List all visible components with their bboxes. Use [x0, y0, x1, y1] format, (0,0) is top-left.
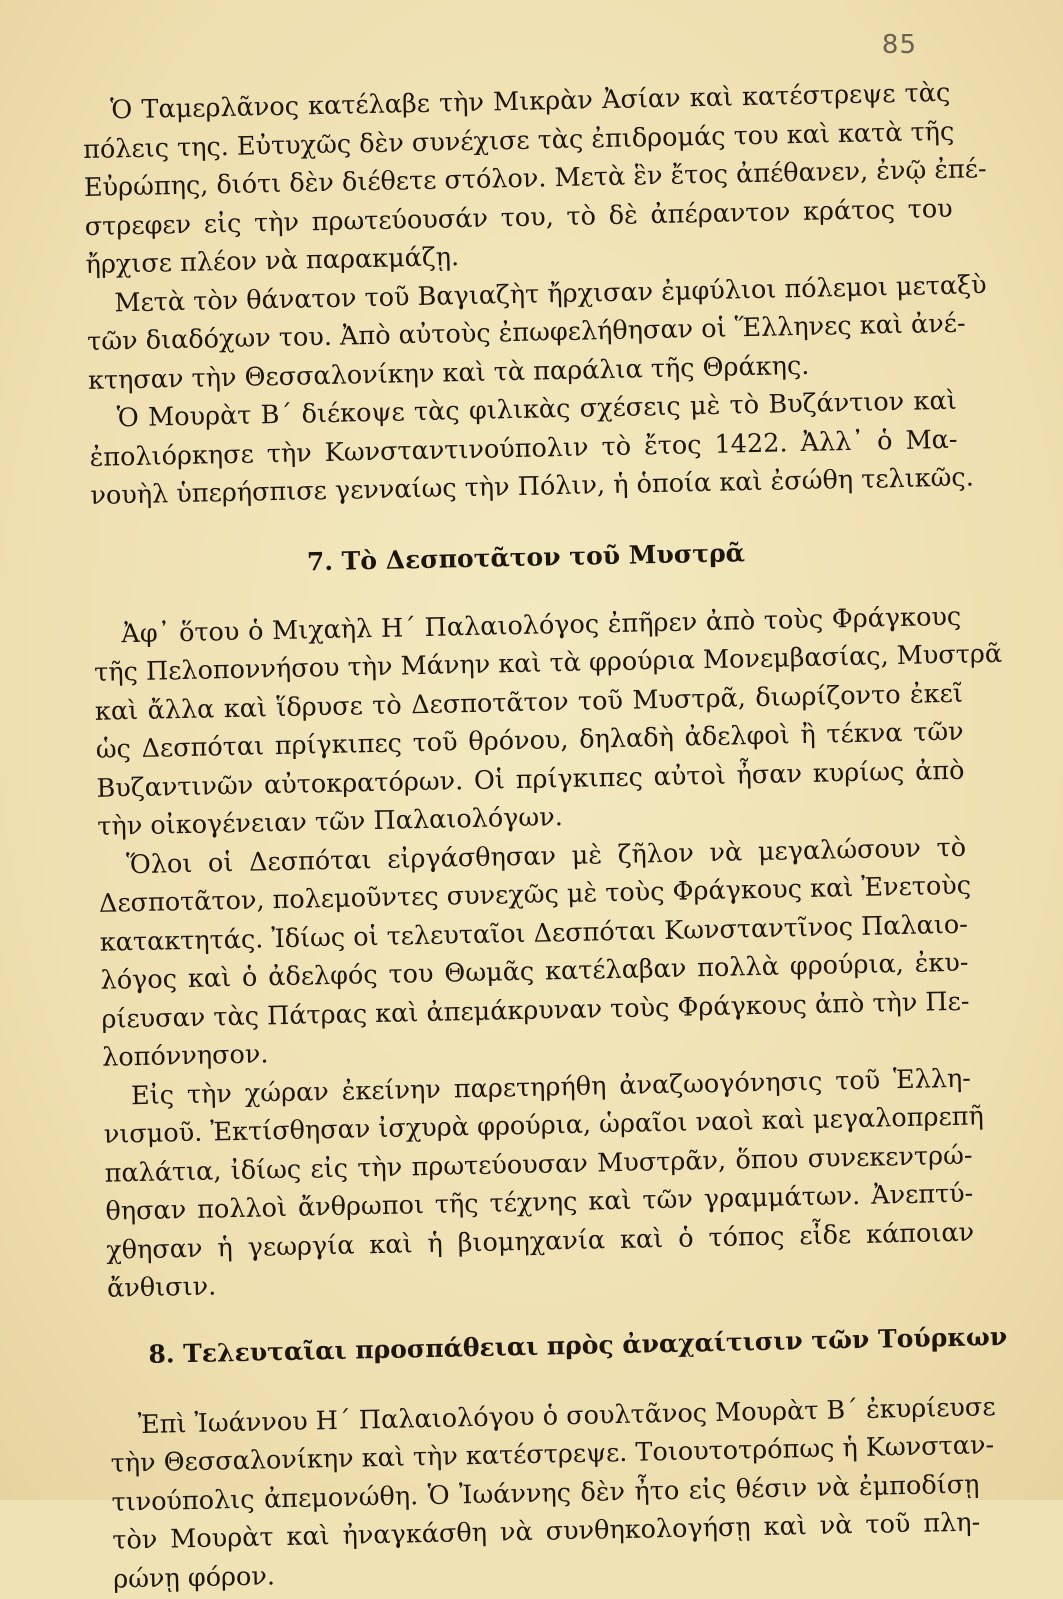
text-line: ὡς Δεσπόται πρίγκιπες τοῦ θρόνου, δηλαδὴ ἀδελφοὶ ἢ τέκνα τῶν — [95, 716, 964, 765]
text-line: κτησαν τὴν Θεσσαλονίκην καὶ τὰ παράλια τῆς Θράκης. — [87, 350, 810, 396]
text-line: Ἐπὶ Ἰωάννου Η΄ Παλαιολόγου ὁ σουλτᾶνος Μουρὰτ Β΄ ἐκυρίευσε — [137, 1391, 996, 1440]
text-line: Ἀφ᾿ ὅτου ὁ Μιχαὴλ Η΄ Παλαιολόγος ἐπῆρεν ἀπὸ τοὺς Φράγκους — [121, 601, 962, 649]
text-line: κατακτητάς. Ἰδίως οἱ τελευταῖοι Δεσπόται Κωνσταντῖνος Παλαιο- — [99, 909, 969, 958]
text-line: τὴν οἰκογένειαν τῶν Παλαιολόγων. — [97, 802, 564, 842]
text-line: τῆς Πελοποννήσου τὴν Μάνην καὶ τὰ φρούρια Μονεμβασίας, Μυστρᾶ — [93, 638, 1003, 688]
text-line: νισμοῦ. Ἐκτίσθησαν ἰσχυρὰ φρούρια, ὡραῖοι ναοὶ καὶ μεγαλοπρεπῆ — [103, 1101, 985, 1150]
text-line: ἐπολιόρκησε τὴν Κωνσταντινούπολιν τὸ ἔτος 1422. Ἀλλ᾿ ὁ Μα- — [89, 424, 958, 473]
text-line: παλάτια, ἰδίως εἰς τὴν πρωτεύουσαν Μυστρᾶν, ὅπου συνεκεντρώ- — [104, 1140, 973, 1189]
text-line: νουὴλ ὑπερήσπισε γενναίως τὴν Πόλιν, ἡ ὁποία καὶ ἐσώθη τελικῶς. — [90, 462, 975, 511]
page-number: 85 — [881, 30, 917, 60]
text-line: τὴν Θεσσαλονίκην καὶ τὴν κατέστρεψε. Τοιουτοτρόπως ἡ Κωνσταν- — [110, 1430, 995, 1479]
text-line: τινούπολις ἀπεμονώθη. Ὁ Ἰωάννης δὲν ἦτο εἰς θέσιν νὰ ἐμποδίσῃ — [111, 1469, 980, 1518]
text-line: τὸν Μουρὰτ καὶ ἠναγκάσθη νὰ συνθηκολογήσῃ καὶ νὰ τοῦ πλη- — [112, 1507, 981, 1556]
section-last-efforts — [110, 1388, 996, 1599]
text-line: ρώνῃ φόρον. — [112, 1560, 276, 1595]
text-line: ἤρχισε πλέον νὰ παρακμάζῃ. — [85, 242, 460, 280]
text-line: Ὅλοι οἱ Δεσπόται εἰργάσθησαν μὲ ζῆλον νὰ μεγαλώσουν τὸ — [125, 832, 967, 880]
section-despotate — [93, 597, 1003, 1308]
text-line: ἄνθισιν. — [106, 1271, 217, 1304]
text-line: Ὁ Ταμερλᾶνος κατέλαβε τὴν Μικρὰν Ἀσίαν καὶ κατέστρεψε τὰς — [110, 77, 951, 126]
text-line: Ὁ Μουρὰτ Β΄ διέκοψε τὰς φιλικὰς σχέσεις μὲ τὸ Βυζάντιον καὶ — [116, 385, 957, 434]
text-line: ρίευσαν τὰς Πάτρας καὶ ἀπεμάκρυναν τοὺς Φράγκους ἀπὸ τὴν Πε- — [101, 986, 970, 1035]
text-line: θησαν πολλοὶ ἄνθρωποι τῆς τέχνης καὶ τῶν γραμμάτων. Ἀνεπτύ- — [105, 1178, 974, 1227]
text-line: καὶ ἄλλα καὶ ἵδρυσε τὸ Δεσποτᾶτον τοῦ Μυστρᾶ, διωρίζοντο ἐκεῖ — [94, 678, 964, 727]
text-line: λοπόννησον. — [101, 1039, 269, 1073]
body-text — [82, 74, 1008, 1599]
text-line: λόγος καὶ ὁ ἀδελφός του Θωμᾶς κατέλαβαν πολλὰ φρούρια, ἐκυ- — [100, 947, 969, 996]
text-line: Εἰς τὴν χώραν ἐκείνην παρετηρήθη ἀναζωογόνησις τοῦ Ἑλλη- — [130, 1063, 972, 1111]
text-line: χθησαν ἡ γεωργία καὶ ἡ βιομηχανία καὶ ὁ τόπος εἶδε κάποιαν — [105, 1217, 975, 1266]
text-line: στρεφεν εἰς τὴν πρωτεύουσάν του, τὸ δὲ ἀπέραντον κράτος του — [84, 193, 953, 242]
text-line: Δεσποτᾶτον, πολεμοῦντες συνεχῶς μὲ τοὺς Φράγκους καὶ Ἐνετοὺς — [98, 870, 972, 919]
text-line: πόλεις της. Εὐτυχῶς δὲν συνέχισε τὰς ἐπιδρομάς του καὶ κατὰ τῆς — [82, 116, 955, 165]
text-line: Εὐρώπης, διότι δὲν διέθετε στόλον. Μετὰ ἓν ἔτος ἀπέθανεν, ἐνῷ ἐπέ- — [83, 154, 987, 203]
text-line: Μετὰ τὸν θάνατον τοῦ Βαγιαζὴτ ἤρχισαν ἐμφύλιοι πόλεμοι μεταξὺ — [114, 269, 987, 318]
section-heading-8: 8. Τελευταῖαι προσπάθειαι πρὸς ἀναχαίτισιν τῶν Τούρκων — [148, 1321, 1008, 1369]
text-line: τῶν διαδόχων του. Ἀπὸ αὐτοὺς ἐπωφελήθησαν οἱ Ἕλληνες καὶ ἀνέ- — [86, 308, 966, 357]
section-tamerlane — [82, 74, 987, 516]
section-heading-7: 7. Τὸ Δεσποτᾶτον τοῦ Μυστρᾶ — [306, 537, 746, 576]
text-line: Βυζαντινῶν αὐτοκρατόρων. Οἱ πρίγκιπες αὐτοὶ ἦσαν κυρίως ἀπὸ — [96, 755, 965, 804]
